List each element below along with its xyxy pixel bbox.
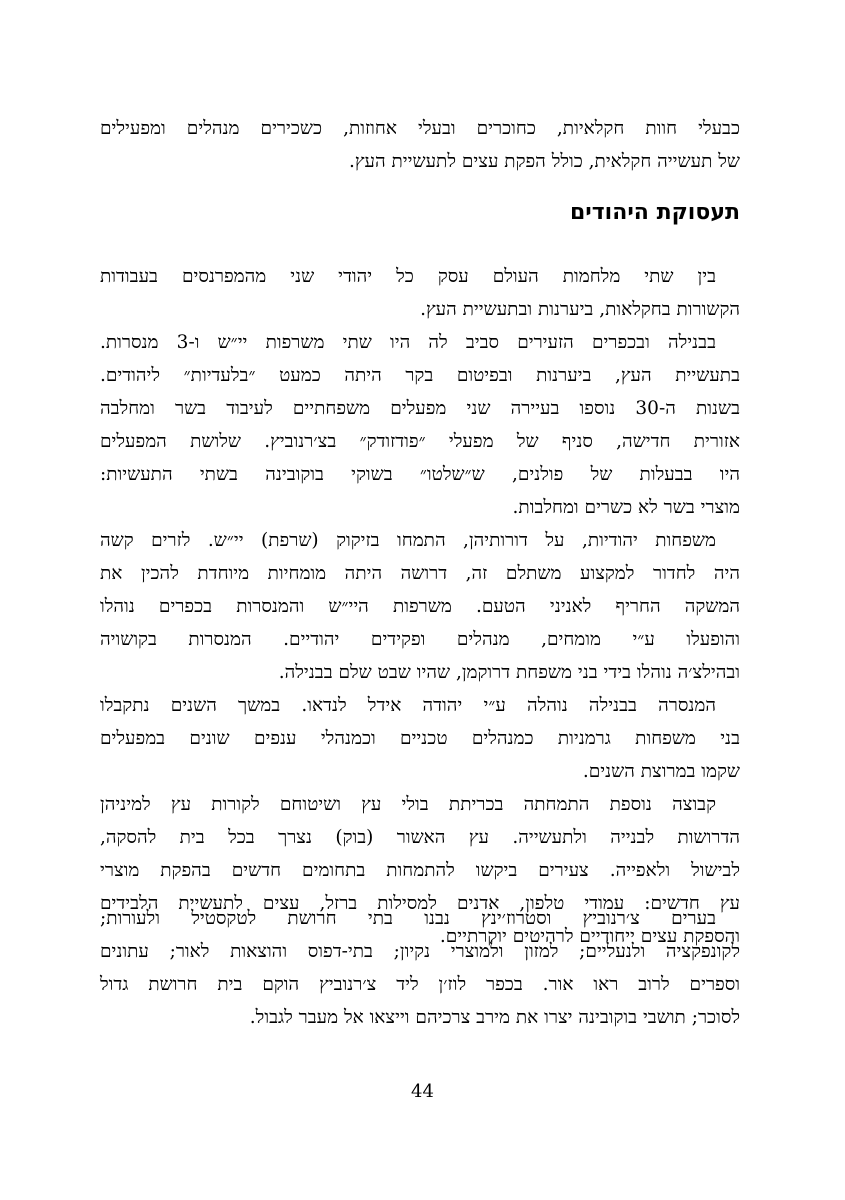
text-line: והספקת עצים ייחודיים לרהיטים יוקרתיים.	[439, 926, 740, 947]
text-line: היו בבעלות של פולנים, ש״שלטו״ בשוקי בוקובינה בשתי התעשיות:	[100, 464, 740, 485]
text-line: המנסרה בבנילה נוהלה ע״י יהודה אידל לנדאו. במשך השנים נתקבלו	[100, 695, 716, 716]
text-line: בני משפחות גרמניות כמנהלים טכניים וכמנהלי ענפים שונים במפעלים	[100, 728, 740, 749]
body-paragraphs	[100, 260, 740, 953]
closing-paragraph	[100, 902, 740, 1034]
text-line: בתעשיית העץ, ביערנות ובפיטום בקר היתה כמעט ״בלעדיות״ ליהודים.	[100, 365, 740, 386]
text-line: בבנילה ובכפרים הזעירים סביב לה היו שתי משרפות יי״ש ו-3 מנסרות.	[100, 332, 716, 353]
text-line: המשקה החריף לאניני הטעם. משרפות היי״ש והמנסרות בכפרים נוהלו	[100, 596, 740, 617]
text-line: לקונפקציה ולנעליים; למזון ולמוצרי נקיון; בתי-דפוס והוצאות לאור; עתונים	[100, 941, 740, 962]
text-line: הדרושות לבנייה ולתעשייה. עץ האשור (בוק) נצרך בכל בית להסקה,	[100, 827, 740, 848]
text-line: הקשורות בחקלאות, ביערנות ובתעשיית העץ.	[420, 299, 740, 320]
text-line: בין שתי מלחמות העולם עסק כל יהודי שני מהמפרנסים בעבודות	[100, 266, 716, 287]
text-line: וספרים לרוב ראו אור. בכפר לוז׳ן ליד צ׳רנוביץ הוקם בית חרושת גדול	[100, 974, 740, 995]
text-line: עץ חדשים: עמודי טלפון, אדנים למסילות ברזל, עצים לתעשיית הלבידים	[100, 893, 740, 914]
text-line: מוצרי בשר לא כשרים ומחלבות.	[512, 497, 740, 518]
page-number: 44	[411, 1081, 434, 1102]
text-line: בשנות ה-30 נוספו בעיירה שני מפעלים משפחתיים לעיבוד בשר ומחלבה	[100, 398, 741, 419]
text-line: משפחות יהודיות, על דורותיהן, התמחו בזיקוק (שרפת) יי״ש. לזרים קשה	[100, 530, 716, 551]
text-line: של תעשייה חקלאית, כולל הפקת עצים לתעשיית העץ.	[348, 151, 740, 172]
intro-paragraph	[100, 112, 740, 178]
text-line: לסוכר; תושבי בוקובינה יצרו את מירב צרכיהם וייצאו אל מעבר לגבול.	[249, 1007, 740, 1028]
text-line: והופעלו ע״י מומחים, מנהלים ופקידים יהודיים. המנסרות בקושויה	[100, 629, 740, 650]
text-line: שקמו במרוצת השנים.	[582, 761, 740, 782]
text-line: לבישול ולאפייה. צעירים ביקשו להתמחות בתחומים חדשים בהפקת מוצרי	[100, 860, 740, 881]
text-line: ובהילצ׳ה נוהלו בידי בני משפחת דרוקמן, שהיו שבט שלם בבנילה.	[278, 662, 740, 683]
text-line: היה לחדור למקצוע משתלם זה, דרושה היתה מומחיות מיוחדת להכין את	[100, 563, 740, 584]
text-line: כבעלי חוות חקלאיות, כחוכרים ובעלי אחוזות, כשכירים מנהלים ומפעילים	[100, 118, 740, 139]
text-line: קבוצה נוספת התמחתה בכריתת בולי עץ ושיטוחם לקורות עץ למיניהן	[100, 794, 716, 815]
text-line: בערים צ׳רנוביץ וסטרוז׳ינץ נבנו בתי חרושת לטקסטיל ולעורות;	[100, 908, 716, 929]
section-heading: תעסוקת היהודים	[569, 200, 740, 225]
text-line: אזורית חדישה, סניף של מפעלי ״פודזודק״ בצ׳רנוביץ. שלושת המפעלים	[100, 431, 740, 452]
